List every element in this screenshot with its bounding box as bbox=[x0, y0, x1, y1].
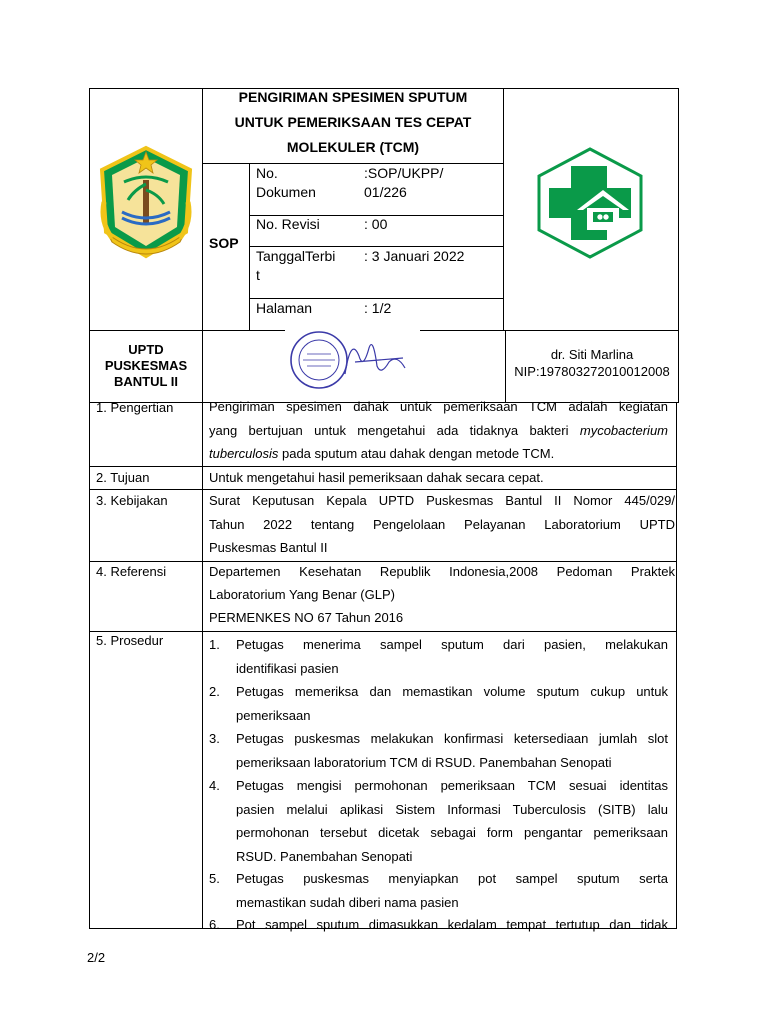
step-number-6: 6. bbox=[209, 917, 220, 932]
step-number-2: 2. bbox=[209, 684, 220, 699]
puskesmas-logo bbox=[531, 146, 649, 260]
official-stamp-and-signature bbox=[285, 326, 420, 396]
kebijakan-line-2: Tahun 2022 tentang Pengelolaan Pelayanan Laboratorium UPTD bbox=[209, 517, 675, 532]
pengertian-line-3-italic: tuberculosis bbox=[209, 446, 279, 461]
step-1 bbox=[236, 633, 668, 680]
meta-value-doc-no-2: 01/226 bbox=[364, 184, 407, 200]
tujuan-text: Untuk mengetahui hasil pemeriksaan dahak secara cepat. bbox=[209, 470, 544, 485]
referensi-line-3: PERMENKES NO 67 Tahun 2016 bbox=[209, 610, 404, 625]
step-5-line-2: memastikan sudah diberi nama pasien bbox=[236, 894, 459, 910]
pengertian-line-2-text: yang bertujuan untuk mengetahui ada tidaknya bakteri bbox=[209, 423, 580, 438]
org-name-line-2: PUSKESMAS bbox=[104, 358, 188, 373]
step-3-line-2: pemeriksaan laboratorium TCM di RSUD. Panembahan Senopati bbox=[236, 754, 612, 770]
step-number-3: 3. bbox=[209, 731, 220, 746]
section-label-prosedur: 5. Prosedur bbox=[96, 633, 164, 648]
step-number-5: 5. bbox=[209, 871, 220, 886]
meta-label-doc-no-2: Dokumen bbox=[256, 184, 316, 200]
pengertian-line-3 bbox=[209, 442, 554, 466]
meta-label-date-2: t bbox=[256, 267, 260, 283]
referensi-line-2: Laboratorium Yang Benar (GLP) bbox=[209, 587, 395, 602]
step-5-line-1: Petugas puskesmas menyiapkan pot sampel sputum serta bbox=[236, 871, 668, 886]
section-label-tujuan: 2. Tujuan bbox=[96, 470, 150, 485]
pengertian-line-1 bbox=[209, 395, 668, 419]
meta-value-revision: : 00 bbox=[364, 216, 388, 232]
step-2-line-1: Petugas memeriksa dan memastikan volume sputum cukup untuk bbox=[236, 684, 668, 699]
sop-label: SOP bbox=[209, 235, 239, 251]
step-4-line-1: Petugas mengisi permohonan pemeriksaan TCM sesuai identitas bbox=[236, 778, 668, 793]
step-6 bbox=[236, 913, 668, 937]
document-title-line-2: UNTUK PEMERIKSAAN TES CEPAT bbox=[234, 114, 472, 130]
pengertian-line-3-text: pada sputum atau dahak dengan metode TCM. bbox=[278, 446, 555, 461]
signer-name: dr. Siti Marlina bbox=[550, 347, 634, 362]
step-2 bbox=[236, 680, 668, 727]
meta-label-doc-no-1: No. bbox=[256, 165, 278, 181]
meta-label-date-1: TanggalTerbi bbox=[256, 248, 336, 264]
signer-nip: NIP:197803272010012008 bbox=[514, 364, 670, 379]
step-4-line-4: RSUD. Panembahan Senopati bbox=[236, 848, 413, 864]
meta-label-revision: No. Revisi bbox=[256, 216, 320, 232]
org-name-line-1: UPTD bbox=[128, 342, 164, 357]
kebijakan-line-3: Puskesmas Bantul II bbox=[209, 540, 328, 555]
pengertian-line-2 bbox=[209, 419, 668, 443]
pengertian-line-2-italic: mycobacterium bbox=[579, 423, 668, 438]
step-4 bbox=[236, 774, 668, 868]
step-4-line-3: permohonan tersebut dicetak sebagai form pengantar pemeriksaan bbox=[236, 825, 668, 840]
step-1-line-1: Petugas menerima sampel sputum dari pasien, melakukan bbox=[236, 637, 668, 652]
pengertian-line-1-text: Pengiriman spesimen dahak untuk pemeriksaan TCM adalah kegiatan bbox=[209, 399, 668, 414]
section-label-referensi: 4. Referensi bbox=[96, 564, 167, 579]
section-label-pengertian: 1. Pengertian bbox=[96, 400, 174, 415]
org-name-line-3: BANTUL II bbox=[113, 374, 179, 389]
step-6-line-1: Pot sampel sputum dimasukkan kedalam tempat tertutup dan tidak bbox=[236, 917, 668, 932]
step-5 bbox=[236, 867, 668, 914]
kebijakan-line-1: Surat Keputusan Kepala UPTD Puskesmas Bantul II Nomor 445/029/ bbox=[209, 493, 675, 508]
section-label-kebijakan: 3. Kebijakan bbox=[96, 493, 168, 508]
page-number: 2/2 bbox=[87, 950, 106, 965]
meta-value-page: : 1/2 bbox=[364, 300, 392, 316]
meta-label-page: Halaman bbox=[256, 300, 313, 316]
referensi-line-1: Departemen Kesehatan Republik Indonesia,2008 Pedoman Praktek bbox=[209, 564, 675, 579]
step-2-line-2: pemeriksaan bbox=[236, 707, 311, 723]
meta-value-date: : 3 Januari 2022 bbox=[364, 248, 465, 264]
step-1-line-2: identifikasi pasien bbox=[236, 660, 339, 676]
step-3-line-1: Petugas puskesmas melakukan konfirmasi ketersediaan jumlah slot bbox=[236, 731, 668, 746]
bantul-regency-logo bbox=[94, 142, 198, 262]
step-3 bbox=[236, 727, 668, 774]
step-number-1: 1. bbox=[209, 637, 220, 652]
meta-value-doc-no-1: :SOP/UKPP/ bbox=[364, 165, 444, 181]
document-title-line-3: MOLEKULER (TCM) bbox=[286, 139, 420, 155]
step-4-line-2: pasien melalui aplikasi Sistem Informasi Tuberculosis (SITB) lalu bbox=[236, 801, 668, 817]
document-title-line-1: PENGIRIMAN SPESIMEN SPUTUM bbox=[238, 89, 468, 105]
step-number-4: 4. bbox=[209, 778, 220, 793]
